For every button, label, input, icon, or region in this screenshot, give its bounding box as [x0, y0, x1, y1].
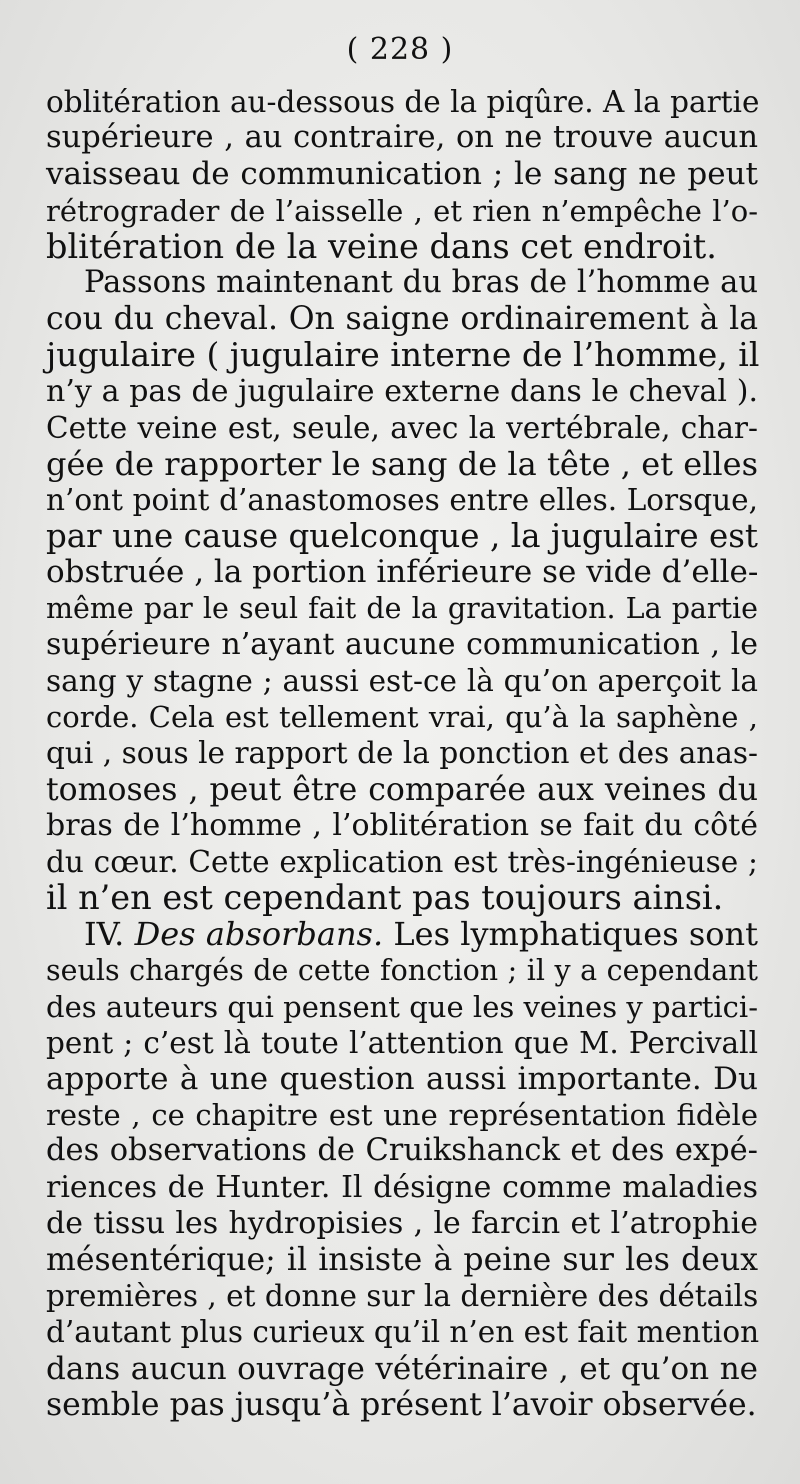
text-line: tomoses , peut être comparée aux veines du [46, 771, 758, 808]
text-line: obstruée , la portion inférieure se vide d’elle- [46, 554, 759, 591]
text-line: qui , sous le rapport de la ponction et des anas- [46, 736, 758, 771]
text-line: gée de rapporter le sang de la tête , et elles [46, 444, 758, 483]
text-line: n’ont point d’anastomoses entre elles. Lorsque, [46, 483, 758, 518]
text-line: n’y a pas de jugulaire externe dans le cheval ). [46, 373, 758, 409]
text-line: supérieure , au contraire, on ne trouve aucun [46, 120, 758, 156]
text-line: de tissu les hydropisies , le farcin et l’atrophie [46, 1205, 758, 1241]
text-line: corde. Cela est tellement vrai, qu’à la saphène , [46, 700, 758, 735]
page-number: ( 228 ) [346, 32, 454, 67]
text-line: des observations de Cruikshanck et des expé- [46, 1133, 758, 1169]
text-line: dans aucun ouvrage vétérinaire , et qu’on ne [46, 1350, 758, 1387]
text-line: Cette veine est, seule, avec la vertébrale, char- [46, 410, 758, 445]
text-line: supérieure n’ayant aucune communication , le [46, 626, 758, 662]
text-line: riences de Hunter. Il désigne comme maladies [46, 1169, 758, 1205]
text-line: reste , ce chapitre est une représentation fidèle [46, 1098, 758, 1133]
text-line: des auteurs qui pensent que les veines y partici- [46, 989, 758, 1024]
text-line: sang y stagne ; aussi est-ce là qu’on aperçoit la [46, 664, 758, 698]
section-title: Des absorbans. [134, 915, 384, 954]
text-line: même par le seul fait de la gravitation. La partie [46, 591, 758, 625]
text-line: Passons maintenant du bras de l’homme au [84, 264, 758, 300]
text-line: premières , et donne sur la dernière des détails [46, 1279, 759, 1314]
text-line: d’autant plus curieux qu’il n’en est fait mention [46, 1315, 760, 1350]
text-line: apporte à une question aussi importante. Du [46, 1061, 758, 1098]
text-line: seuls chargés de cette fonction ; il y a cependant [46, 953, 758, 987]
text-line: bras de l’homme , l’oblitération se fait du côté [46, 807, 758, 843]
text-line: jugulaire ( jugulaire interne de l’homme, il [46, 335, 760, 375]
text-line [46, 916, 758, 952]
text-line: il n’en est cependant pas toujours ainsi. [46, 878, 724, 918]
text-line: vaisseau de communication ; le sang ne peut [46, 156, 758, 193]
text-line: semble pas jusqu’à présent l’avoir observée. [46, 1386, 757, 1423]
body-text [46, 84, 758, 1423]
text-line: blitération de la veine dans cet endroit. [46, 226, 717, 266]
text-line: rétrograder de l’aisselle , et rien n’empêche l’o- [46, 193, 758, 228]
text-line: du cœur. Cette explication est très-ingénieuse ; [46, 844, 758, 879]
text-line: par une cause quelconque , la jugulaire est [46, 517, 758, 556]
text-line: pent ; c’est là toute l’attention que M. Percivall [46, 1025, 758, 1060]
text-line: oblitération au-dessous de la piqûre. A la partie [46, 85, 760, 119]
line-text: Les lymphatiques sont [383, 915, 759, 954]
section-number: IV. [84, 915, 135, 954]
text-line: mésentérique; il insiste à peine sur les deux [46, 1242, 758, 1278]
text-line: cou du cheval. On saigne ordinairement à la [46, 301, 758, 338]
